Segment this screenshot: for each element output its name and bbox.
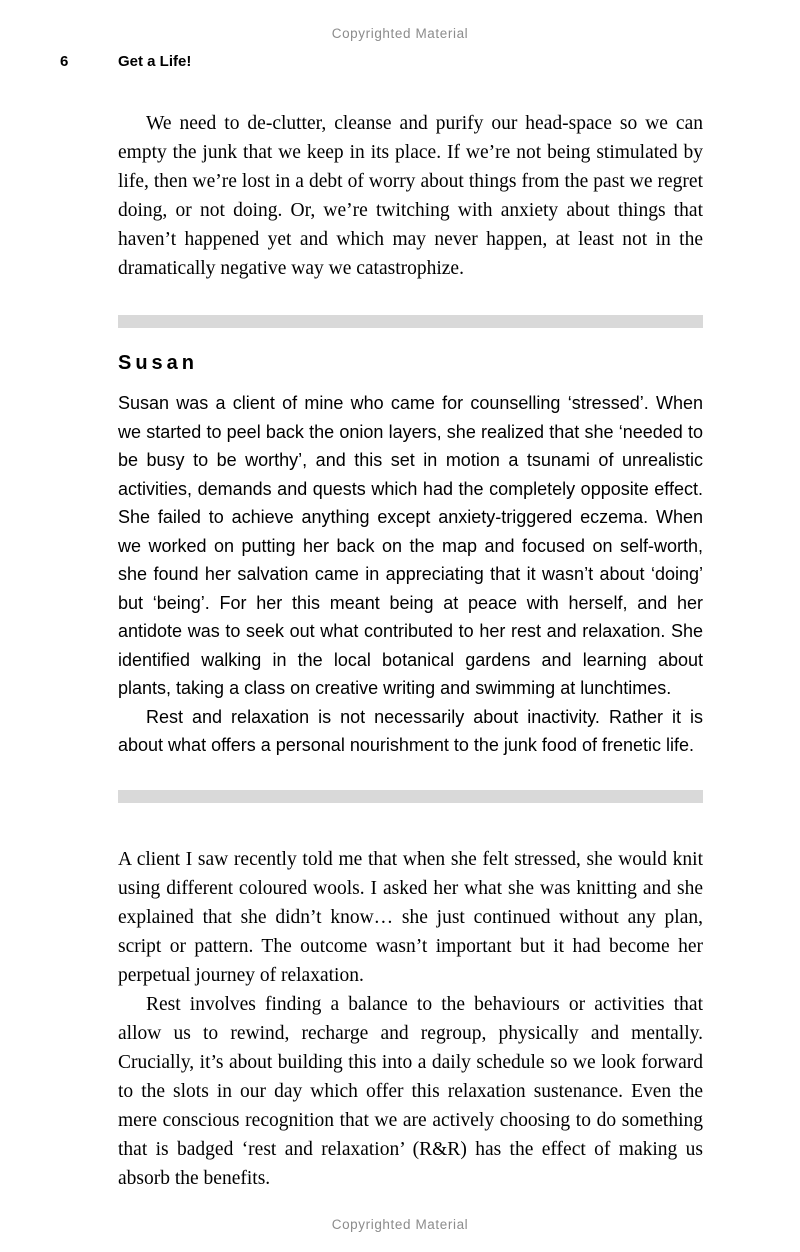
- case-study-paragraph: Rest and relaxation is not necessarily about inactivity. Rather it is about what offers a personal nourishment to the junk food of frenetic life.: [118, 706, 703, 755]
- copyright-notice-bottom: Copyrighted Material: [331, 1217, 469, 1232]
- page-content: [118, 109, 703, 1193]
- body-paragraph: A client I saw recently told me that when she felt stressed, she would knit using different coloured wools. I asked her what she was knitting and she explained that she didn’t know… she just continued without any plan, script or pattern. The outcome wasn’t important but it had become her perpetual journey of relaxation.: [118, 848, 703, 986]
- copyright-notice-top: Copyrighted Material: [331, 26, 469, 41]
- intro-paragraph: We need to de-clutter, cleanse and purify our head-space so we can empty the junk that we keep in its place. If we’re not being stimulated by life, then we’re lost in a debt of worry about things from the past we regret doing, or not doing. Or, we’re twitching with anxiety about things that haven’t happened yet and which may never happen, at least not in the dramatically negative way we catastrophize.: [118, 113, 703, 279]
- case-study-paragraph: Susan was a client of mine who came for counselling ‘stressed’. When we started to peel back the onion layers, she realized that she ‘needed to be busy to be worthy’, and this set in motion a tsunami of unrealistic activities, demands and quests which had the completely opposite effect. She failed to achieve anything except anxiety-triggered eczema. When we worked on putting her back on the map and focused on self-worth, she found her salvation came in appreciating that it wasn’t about ‘doing’ but ‘being’. For her this meant being at peace with herself, and her antidote was to seek out what contributed to her rest and relaxation. She identified walking in the local botanical gardens and learning about plants, taking a class on creative writing and swimming at lunchtimes.: [118, 393, 703, 698]
- page-header: [0, 53, 800, 73]
- running-title: Get a Life!: [118, 53, 192, 70]
- section-divider-top: [118, 315, 703, 328]
- section-divider-bottom: [118, 790, 703, 803]
- body-paragraph: Rest involves finding a balance to the behaviours or activities that allow us to rewind, recharge and regroup, physically and mentally. Crucially, it’s about building this into a daily schedule so we look forward to the slots in our day which offer this relaxation sustenance. Even the mere conscious recognition that we are actively choosing to do something that is badged ‘rest and relaxation’ (R&R) has the effect of making us absorb the benefits.: [118, 993, 703, 1189]
- section-heading: Susan: [118, 352, 199, 374]
- page-number: 6: [60, 53, 69, 70]
